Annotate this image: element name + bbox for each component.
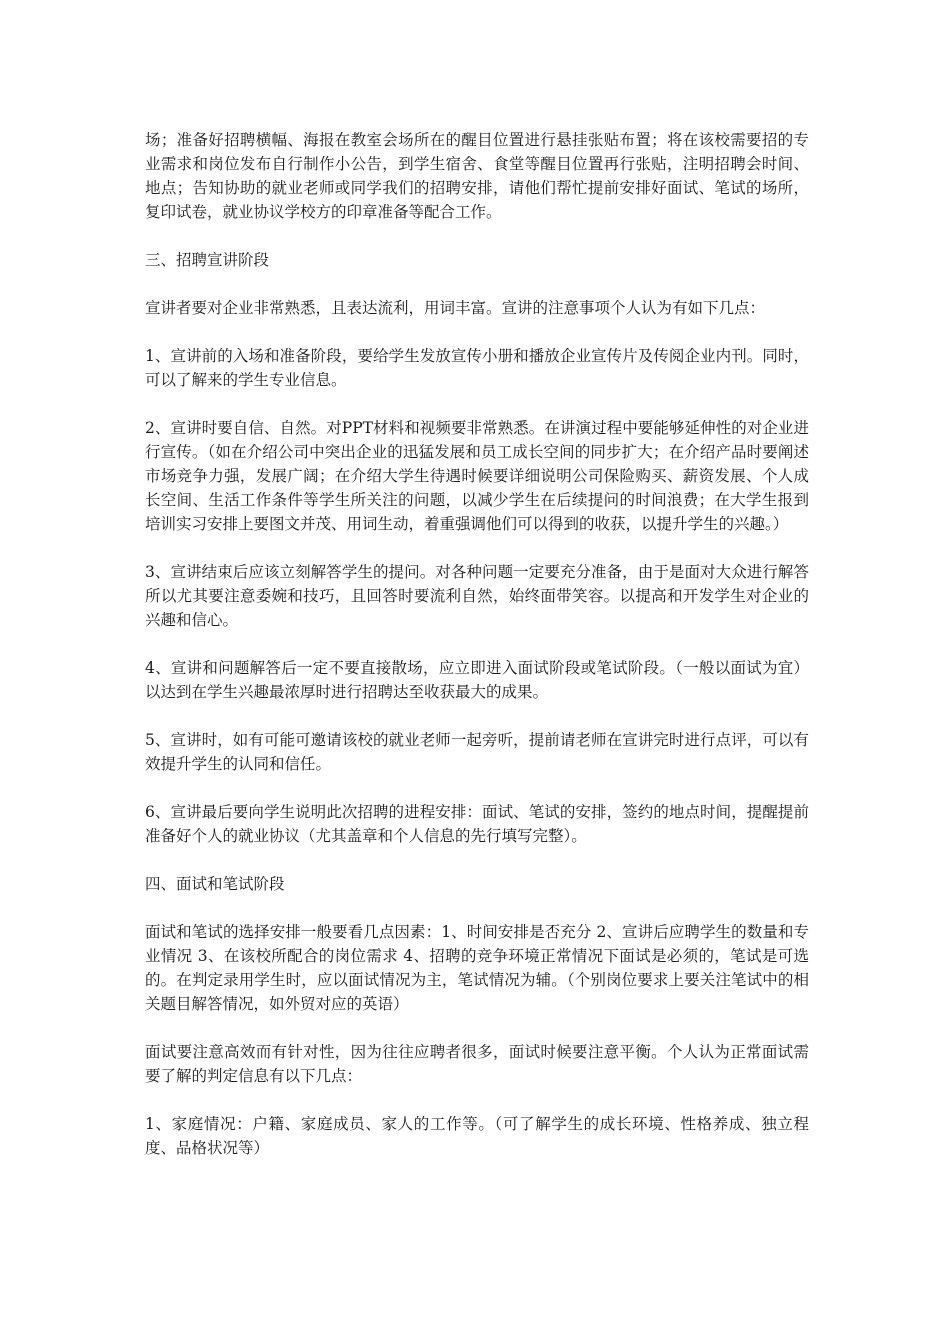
section-heading-presentation: 三、招聘宣讲阶段 <box>145 251 270 269</box>
paragraph-venue-preparation: 场；准备好招聘横幅、海报在教室会场所在的醒目位置进行悬挂张贴布置；将在该校需要招的专业需求和岗位发布自行制作小公告，到学生宿舍、食堂等醒目位置再行张贴，注明招聘会时间、地点；告知协助的就业老师或同学我们的招聘安排，请他们帮忙提前安排好面试、笔试的场所，复印试卷，就业协议学校方的印章准备等配合工作。 <box>145 131 809 221</box>
paragraph-item-1: 1、宣讲前的入场和准备阶段，要给学生发放宣传小册和播放企业宣传片及传阅企业内刊。同时，可以了解来的学生专业信息。 <box>145 347 809 389</box>
paragraph-item-4: 4、宣讲和问题解答后一定不要直接散场，应立即进入面试阶段或笔试阶段。（一般以面试为宜）以达到在学生兴趣最浓厚时进行招聘达至收获最大的成果。 <box>145 659 809 701</box>
paragraph-selection-factors: 面试和笔试的选择安排一般要看几点因素：1、时间安排是否充分 2、宣讲后应聘学生的数量和专业情况 3、在该校所配合的岗位需求 4、招聘的竞争环境正常情况下面试是必须的，笔试是可选的。在判定录用学生时，应以面试情况为主，笔试情况为辅。（个别岗位要求上要关注笔试中的相关题目解答情况，如外贸对应的英语） <box>145 923 809 1013</box>
paragraph-presenter-requirements: 宣讲者要对企业非常熟悉，且表达流利，用词丰富。宣讲的注意事项个人认为有如下几点： <box>145 299 766 317</box>
document-body <box>145 128 809 1184</box>
paragraph-item-5: 5、宣讲时，如有可能可邀请该校的就业老师一起旁听，提前请老师在宣讲完时进行点评，可以有效提升学生的认同和信任。 <box>145 731 809 773</box>
paragraph-interview-efficiency: 面试要注意高效而有针对性，因为往往应聘者很多，面试时候要注意平衡。个人认为正常面试需要了解的判定信息有以下几点： <box>145 1043 809 1085</box>
paragraph-item-2: 2、宣讲时要自信、自然。对PPT材料和视频要非常熟悉。在讲演过程中要能够延伸性的对企业进行宣传。（如在介绍公司中突出企业的迅猛发展和员工成长空间的同步扩大；在介绍产品时要阐述市场竞争力强，发展广阔；在介绍大学生待遇时候要详细说明公司保险购买、薪资发展、个人成长空间、生活工作条件等学生所关注的问题，以减少学生在后续提问的时间浪费；在大学生报到培训实习安排上要图文并茂、用词生动，着重强调他们可以得到的收获，以提升学生的兴趣。） <box>145 419 809 533</box>
paragraph-family-info: 1、家庭情况：户籍、家庭成员、家人的工作等。（可了解学生的成长环境、性格养成、独立程度、品格状况等） <box>145 1115 809 1157</box>
paragraph-item-3: 3、宣讲结束后应该立刻解答学生的提问。对各种问题一定要充分准备，由于是面对大众进行解答所以尤其要注意委婉和技巧，且回答时要流利自然，始终面带笑容。以提高和开发学生对企业的兴趣和信心。 <box>145 563 809 629</box>
section-heading-interview: 四、面试和笔试阶段 <box>145 875 285 893</box>
paragraph-item-6: 6、宣讲最后要向学生说明此次招聘的进程安排：面试、笔试的安排，签约的地点时间，提醒提前准备好个人的就业协议（尤其盖章和个人信息的先行填写完整）。 <box>145 803 809 845</box>
